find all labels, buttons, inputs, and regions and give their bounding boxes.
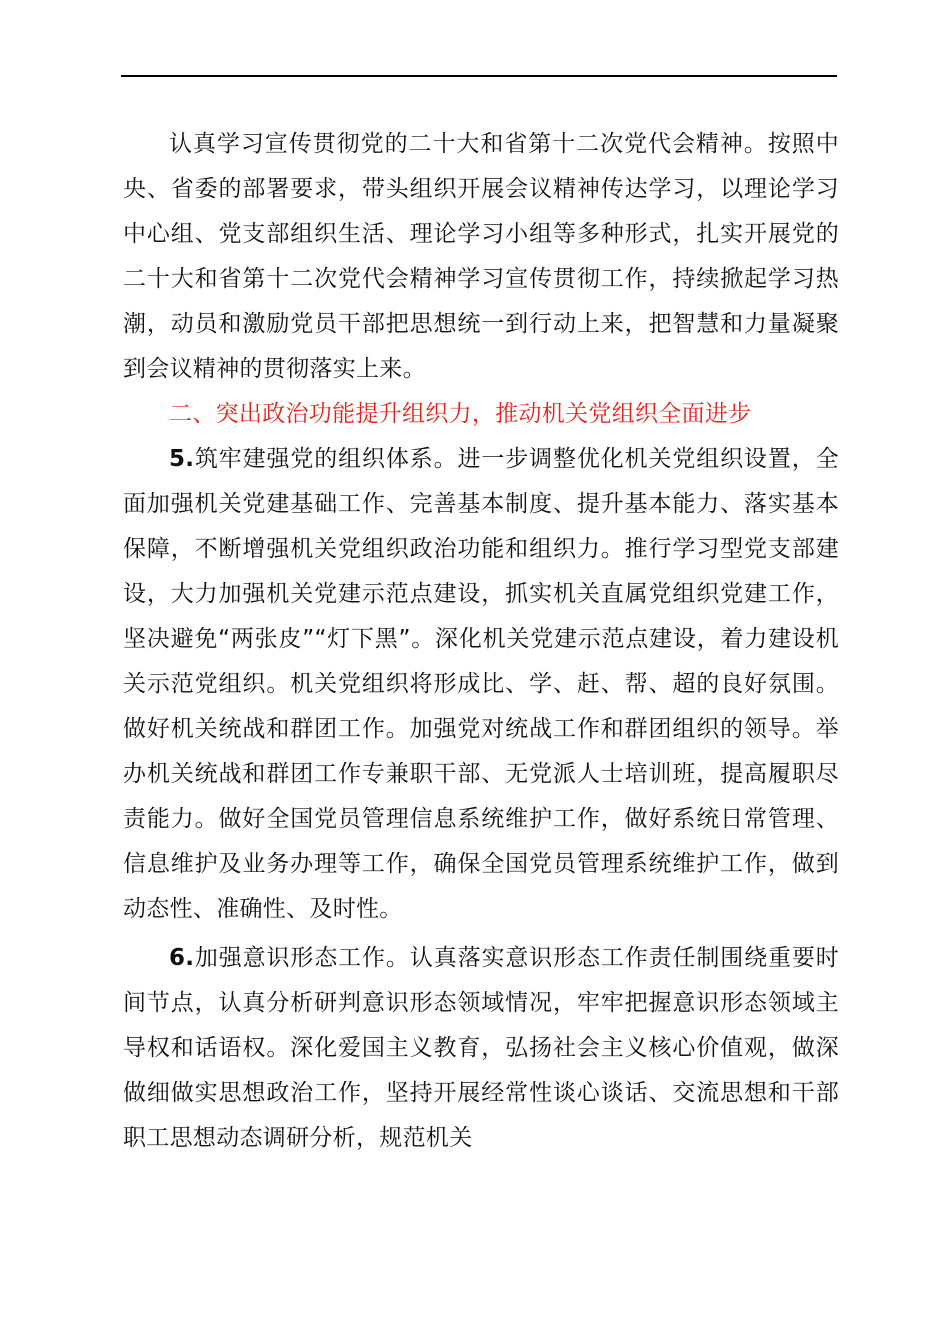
paragraph-1: 认真学习宣传贯彻党的二十大和省第十二次党代会精神。按照中央、省委的部署要求，带头组织开展会议精神传达学习，以理论学习中心组、党支部组织生活、理论学习小组等多种形式，扎实开展党的二十大和省第十二次党代会精神学习宣传贯彻工作，持续掀起学习热潮，动员和激励党员干部把思想统一到行动上来，把智慧和力量凝聚到会议精神的贯彻落实上来。	[123, 131, 839, 382]
item-6-body: 认真落实意识形态工作责任制围绕重要时间节点，认真分析研判意识形态领域情况，牢牢把握意识形态领域主导权和话语权。深化爱国主义教育，弘扬社会主义核心价值观，做深做细做实思想政治工作，坚持开展经常性谈心谈话、交流思想和干部职工思想动态调研分析，规范机关	[123, 945, 840, 1151]
section-heading: 二、突出政治功能提升组织力，推动机关党组织全面进步	[169, 401, 752, 427]
item-5-body: 进一步调整优化机关党组织设置，全面加强机关党建基础工作、完善基本制度、提升基本能力、落实基本保障，不断增强机关党组织政治功能和组织力。推行学习型党支部建设，大力加强机关党建示范点建设，抓实机关直属党组织党建工作，坚决避免“两张皮”“灯下黑”。深化机关党建示范点建设，着力建设机关示范党组织。机关党组织将形成比、学、赶、帮、超的良好氛围。做好机关统战和群团工作。加强党对统战工作和群团组织的领导。举办机关统战和群团工作专兼职干部、无党派人士培训班，提高履职尽责能力。做好全国党员管理信息系统维护工作，做好系统日常管理、信息维护及业务办理等工作，确保全国党员管理系统维护工作，做到动态性、准确性、及时性。	[123, 446, 839, 922]
document-body	[123, 122, 839, 1161]
item-5-title: 筑牢建强党的组织体系。	[194, 446, 458, 472]
item-5-paragraph	[123, 437, 839, 932]
item-6-title: 加强意识形态工作。	[194, 945, 410, 971]
item-5-number: 5.	[169, 446, 195, 472]
item-6-paragraph	[123, 936, 839, 1161]
header-rule	[121, 75, 837, 77]
item-6-number: 6.	[169, 945, 195, 971]
